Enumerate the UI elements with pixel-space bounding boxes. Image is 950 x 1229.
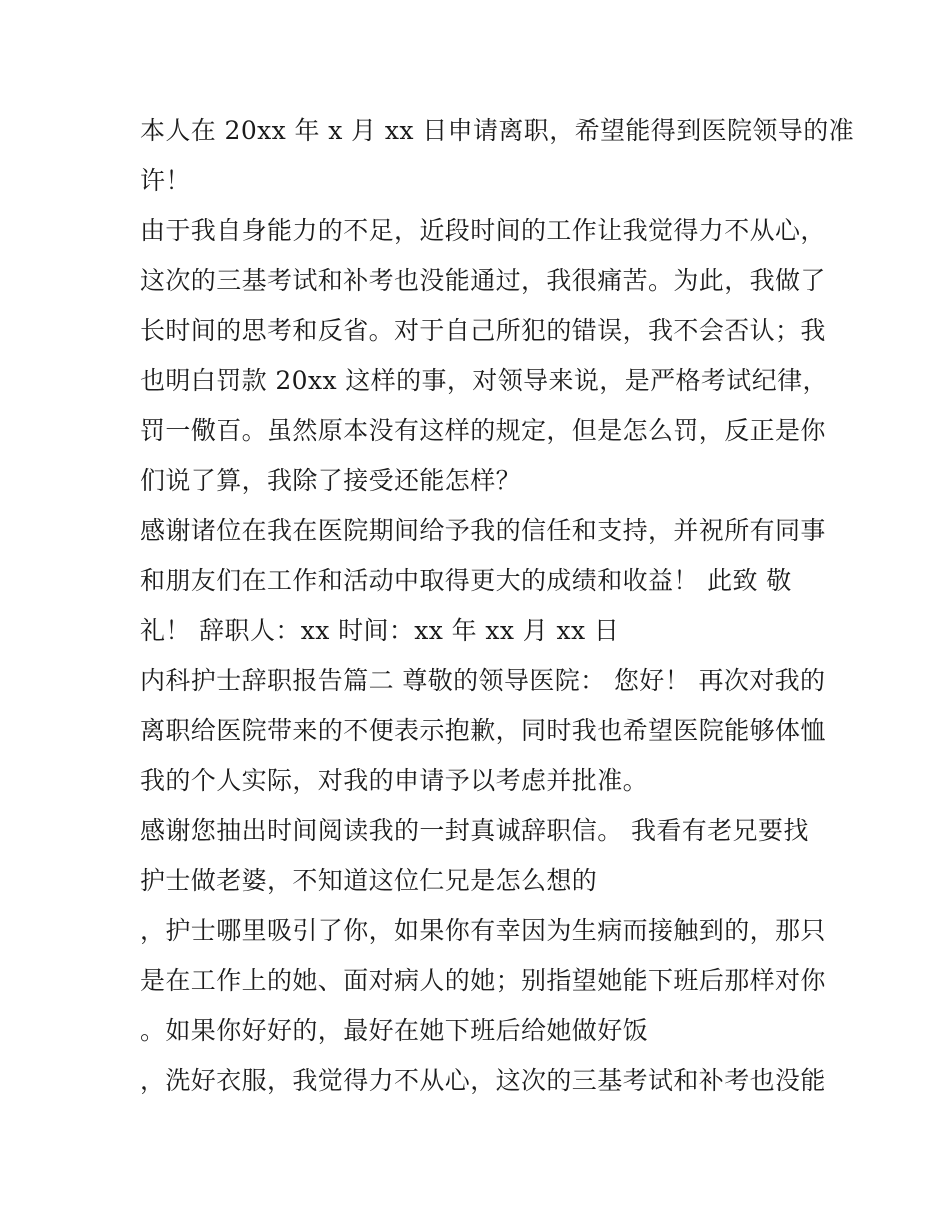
text-line: 这次的三基考试和补考也没能通过，我很痛苦。为此，我做了 [140,266,826,295]
text-line: 内科护士辞职报告篇二 尊敬的领导医院： 您好！ 再次对我的 [140,666,826,695]
text-line: 感谢您抽出时间阅读我的一封真诚辞职信。 我看有老兄要找 [140,816,809,845]
text-line: 本人在 20xx 年 x 月 xx 日申请离职，希望能得到医院领导的准 [140,116,854,145]
text-line: 长时间的思考和反省。对于自己所犯的错误，我不会否认；我 [140,316,826,345]
text-line: 和朋友们在工作和活动中取得更大的成绩和收益！ 此致 敬 [140,566,792,595]
text-line: 护士做老婆，不知道这位仁兄是怎么想的 [140,866,598,895]
text-line: 。如果你好好的，最好在她下班后给她做好饭 [140,1016,649,1045]
text-line: 是在工作上的她、面对病人的她；别指望她能下班后那样对你 [140,966,826,995]
text-line: 罚一儆百。虽然原本没有这样的规定，但是怎么罚，反正是你 [140,416,826,445]
text-line: 离职给医院带来的不便表示抱歉，同时我也希望医院能够体恤 [140,716,826,745]
text-line: 许！ [140,166,191,195]
text-line: 礼！ 辞职人：xx 时间：xx 年 xx 月 xx 日 [140,616,620,645]
text-line: 们说了算，我除了接受还能怎样？ [140,466,522,495]
text-line: 也明白罚款 20xx 这样的事，对领导来说，是严格考试纪律， [140,366,828,395]
text-line: 感谢诸位在我在医院期间给予我的信任和支持，并祝所有同事 [140,516,826,545]
text-line: 由于我自身能力的不足，近段时间的工作让我觉得力不从心， [140,216,826,245]
text-line: 我的个人实际，对我的申请予以考虑并批准。 [140,766,649,795]
text-line: ，洗好衣服，我觉得力不从心，这次的三基考试和补考也没能 [140,1066,826,1095]
text-line: ，护士哪里吸引了你，如果你有幸因为生病而接触到的，那只 [140,916,826,945]
document-body [140,106,854,1106]
